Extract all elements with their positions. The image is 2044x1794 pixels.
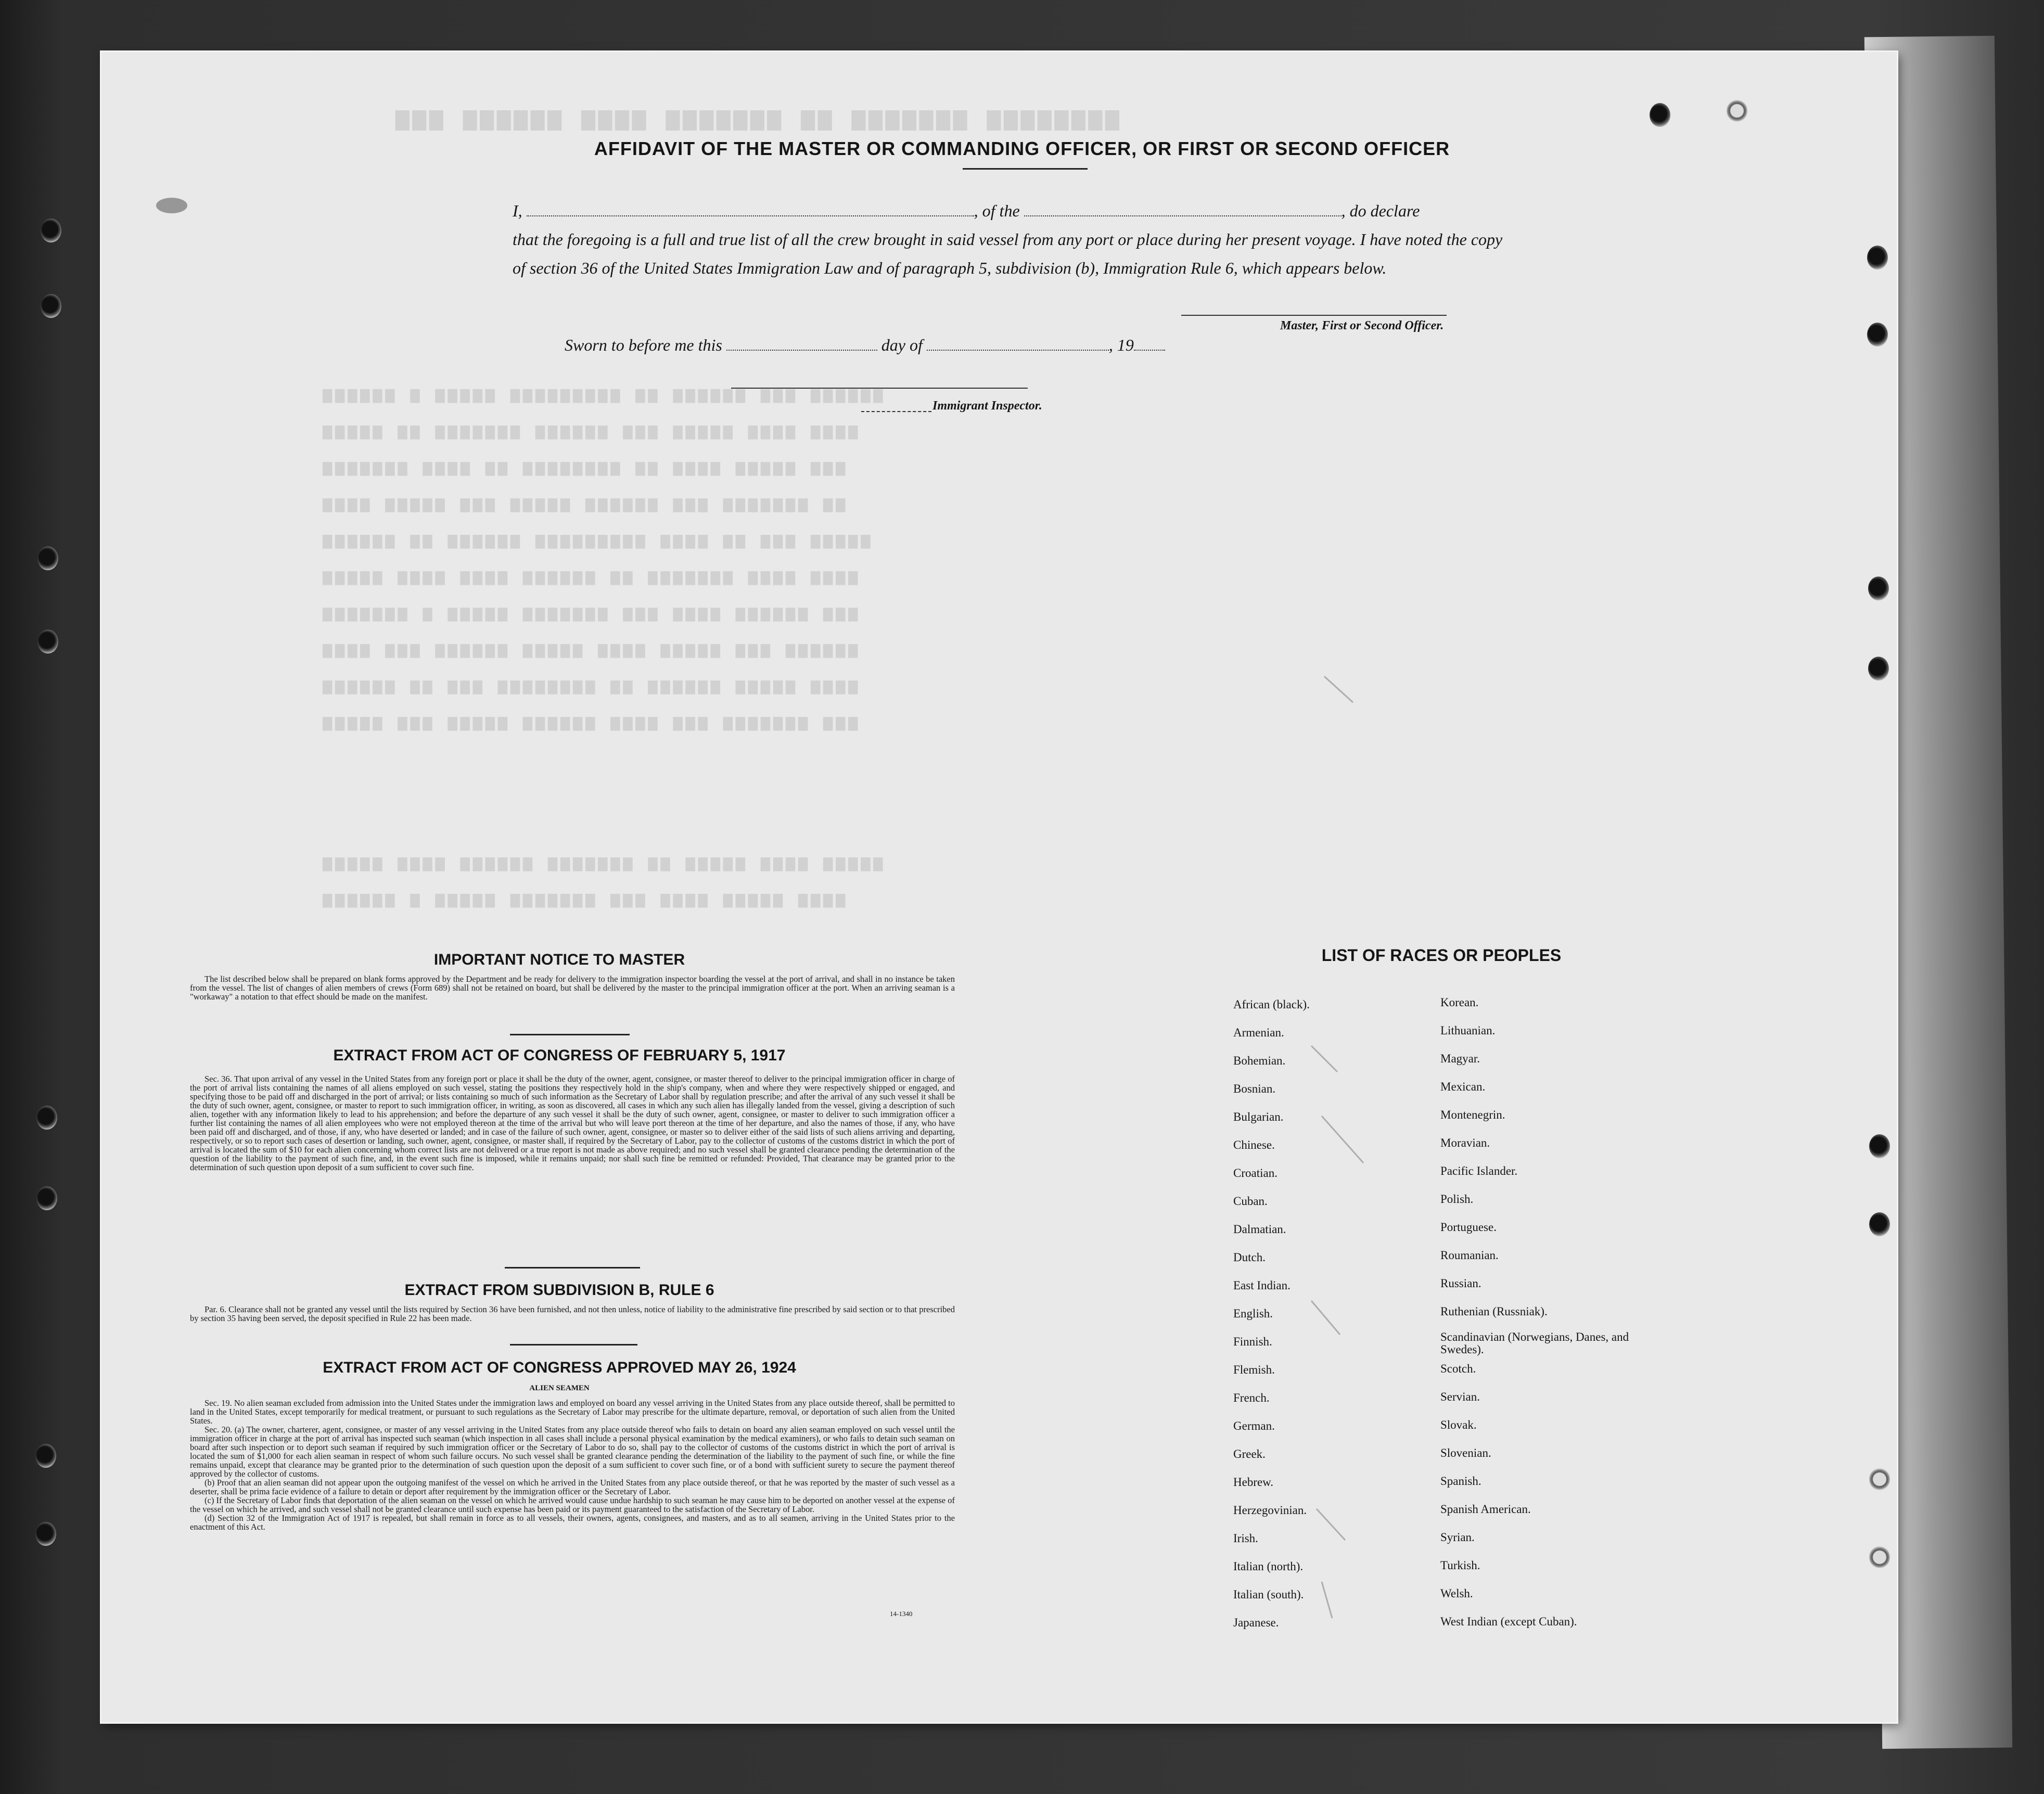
- extract1-title: EXTRACT FROM ACT OF CONGRESS OF FEBRUARY 5, 1917: [333, 1047, 786, 1064]
- form-number: 14-1340: [890, 1610, 913, 1618]
- sworn-year-field[interactable]: [1134, 338, 1165, 351]
- race-item: Moravian.: [1440, 1136, 1490, 1149]
- section-divider: [510, 1034, 630, 1035]
- extract2-paragraph: Par. 6. Clearance shall not be granted any vessel until the lists required by Section 36 have been furnished, and not then unless, notice of liability to the administrative fine prescribed by said section or to that prescribed by section 35 having been served, the deposit specified in Rule 22 has been made.: [190, 1304, 955, 1323]
- sworn-label: Sworn to before me this: [565, 336, 722, 354]
- binder-hole-icon: [37, 546, 58, 570]
- inspector-label: Immigrant Inspector.: [932, 399, 1042, 413]
- race-item: Chinese.: [1233, 1138, 1275, 1151]
- races-title: LIST OF RACES OR PEOPLES: [1321, 946, 1562, 965]
- binder-hole-icon: [1868, 576, 1889, 600]
- extract1-body: [190, 1074, 955, 1172]
- binder-hole-icon: [1727, 99, 1747, 123]
- race-item: Ruthenian (Russniak).: [1440, 1305, 1548, 1318]
- race-item: Pacific Islander.: [1440, 1164, 1518, 1177]
- extract3-paragraph: (b) Proof that an alien seaman did not appear upon the outgoing manifest of the vessel on which he arrived in the United States from any place outside thereof, or that he was reported by the master of such vessel as a deserter, shall be prima facie evidence of a failure to detain or deport after requirement by the immigration officer or the Secretary of Labor.: [190, 1478, 955, 1496]
- race-item: Portuguese.: [1440, 1221, 1497, 1234]
- race-item: Spanish American.: [1440, 1503, 1531, 1516]
- race-item: West Indian (except Cuban).: [1440, 1615, 1577, 1628]
- race-item: Syrian.: [1440, 1531, 1475, 1544]
- race-item: Roumanian.: [1440, 1249, 1499, 1262]
- extract3-paragraph: (c) If the Secretary of Labor finds that deportation of the alien seaman on the vessel on which he arrived would cause undue hardship to such seaman he may cause him to be deported on another vessel at the expense of the vessel on which he arrived, and such vessel shall not be granted clearance until such expense has been paid or its payment guaranteed to the satisfaction of the Secretary of Labor.: [190, 1495, 955, 1514]
- race-item: Dutch.: [1233, 1251, 1266, 1264]
- year-label: , 19: [1108, 336, 1134, 354]
- officer-name-field[interactable]: [527, 204, 974, 216]
- inspector-signature-field[interactable]: [731, 388, 1028, 389]
- section-divider: [505, 1267, 640, 1268]
- bleed-through-ghost: ▆▆▆▆▆▆ ▆▆ ▆▆▆ ▆▆▆▆▆▆▆▆ ▆▆ ▆▆▆▆▆▆ ▆▆▆▆▆ ▆▆▆▆: [323, 678, 861, 696]
- paper-stain: [156, 198, 187, 213]
- race-item: French.: [1233, 1391, 1270, 1404]
- extract3-paragraph: (d) Section 32 of the Immigration Act of 1917 is repealed, but shall remain in force as to all vessels, their owners, agents, consignees, and masters, and as to all seamen, arriving in the United States prior to the enactment of this Act.: [190, 1513, 955, 1532]
- race-item: Russian.: [1440, 1277, 1481, 1290]
- binder-hole-icon: [37, 630, 58, 653]
- race-item: Lithuanian.: [1440, 1024, 1496, 1037]
- vessel-name-field[interactable]: [1024, 204, 1342, 216]
- race-item: Greek.: [1233, 1447, 1266, 1460]
- extract3-paragraph: Sec. 20. (a) The owner, charterer, agent, consignee, or master of any vessel arriving in the United States from any place outside thereof who fails to detain on board any alien seaman employed on such vessel until the immigration officer in charge at the port of arrival has inspected such seaman (which inspection in all cases shall include a personal physical examination by the medical examiners), or who fails to detain such seaman on board after such inspection or to deport such seaman if required by such immigration officer or the Secretary of Labor to do so, shall pay to the collector of customs of the customs district in which the port of arrival is located the sum of $1,000 for each alien seaman in respect of whom such failure occurs. No such vessel shall be granted clearance pending the determination of the liability to the payment of such fine, or while the fine remains unpaid, except that clearance may be granted prior to the determination of such question upon the deposit of a sum sufficient to cover such fine, or of a bond with sufficient surety to secure the payment thereof approved by the collector of customs.: [190, 1425, 955, 1479]
- bleed-through-ghost: ▆▆▆▆▆▆ ▆ ▆▆▆▆▆ ▆▆▆▆▆▆▆▆▆ ▆▆ ▆▆▆▆▆▆ ▆▆▆ ▆▆▆▆▆▆: [323, 387, 886, 404]
- bleed-through-ghost: ▆▆▆▆▆ ▆▆▆▆ ▆▆▆▆▆▆ ▆▆▆▆▆▆▆ ▆▆ ▆▆▆▆▆ ▆▆▆▆ ▆▆▆▆▆: [323, 855, 886, 873]
- binder-hole-icon: [1869, 1212, 1890, 1236]
- bleed-through-ghost: ▆▆▆▆ ▆▆▆ ▆▆▆▆▆▆ ▆▆▆▆▆ ▆▆▆▆ ▆▆▆▆▆ ▆▆▆ ▆▆▆▆▆▆: [323, 642, 861, 659]
- race-item: African (black).: [1233, 998, 1310, 1011]
- extract2-title: EXTRACT FROM SUBDIVISION B, RULE 6: [404, 1282, 714, 1299]
- extract3-body: [190, 1399, 955, 1531]
- bleed-through-ghost: ▆▆▆▆▆ ▆▆▆ ▆▆▆▆▆ ▆▆▆▆▆▆ ▆▆▆▆ ▆▆▆ ▆▆▆▆▆▆▆ ▆▆▆: [323, 714, 861, 732]
- binder-hole-icon: [36, 1106, 57, 1130]
- race-item: Scandinavian (Norwegians, Danes, and Swedes).: [1440, 1330, 1629, 1356]
- affidavit-declare-label: , do declare: [1341, 201, 1420, 220]
- race-item: Spanish.: [1440, 1475, 1481, 1488]
- race-item: Turkish.: [1440, 1559, 1480, 1572]
- sworn-day-field[interactable]: [726, 338, 877, 351]
- affidavit-body: that the foregoing is a full and true list of all the crew brought in said vessel from any port or place during her present voyage. I have noted the copy of section 36 of the United States Immigration Law and of paragraph 5, subdivision (b), Immigration Rule 6, which appears below.: [513, 230, 1503, 277]
- bleed-through-ghost: ▆▆▆▆▆ ▆▆▆▆ ▆▆▆▆ ▆▆▆▆▆▆ ▆▆ ▆▆▆▆▆▆▆ ▆▆▆▆ ▆▆▆▆: [323, 569, 861, 586]
- race-item: Armenian.: [1233, 1026, 1284, 1039]
- race-item: Welsh.: [1440, 1587, 1473, 1600]
- affidavit-title: AFFIDAVIT OF THE MASTER OR COMMANDING OFFICER, OR FIRST OR SECOND OFFICER: [594, 138, 1450, 159]
- race-item: Flemish.: [1233, 1363, 1275, 1376]
- binder-hole-icon: [1869, 1545, 1890, 1569]
- day-of-label: day of: [881, 336, 923, 354]
- extract1-paragraph: Sec. 36. That upon arrival of any vessel in the United States from any foreign port or place it shall be the duty of the owner, agent, consignee, or master thereof to deliver to the principal immigration officer in charge of the port of arrival lists containing the names of all aliens employed on such vessel, stating the positions they respectively hold in the ship's company, when and where they were respectively shipped or engaged, and specifying those to be paid off and discharged in the port of arrival; or lists containing so much of such information as the Secretary of Labor shall by regulation prescribe; and after the arrival of any such vessel it shall be the duty of such owner, agent, consignee, or master to report to such immigration officer, in writing, as soon as discovered, all cases in which any such alien has illegally landed from the vessel, giving a description of such alien, together with any information likely to lead to his apprehension; and before the departure of any such vessel it shall be the duty of such owner, agent, consignee, or master to deliver to such immigration officer a further list containing the names of all alien employees who were not employed thereon at the time of the arrival but who will leave port thereon at the time of her departure, and also the names of those, if any, who have been paid off and discharged, and of those, if any, who have deserted or landed; and in case of the failure of such owner, agent, consignee, or master so to deliver either of the said lists of such aliens arriving and departing, respectively, or so to report such cases of desertion or landing, such owner, agent, consignee, or master shall, if required by the Secretary of Labor, pay to the collector of customs of the customs district in which the port of arrival is located the sum of $10 for each alien concerning whom correct lists are not delivered or a true report is not made as above required; and no such vessel shall be granted clearance pending the determination of the question of the liability to the payment of such fine, and, in the event such fine is imposed, while it remains unpaid; nor shall such fine be remitted or refunded: Provided, That clearance may be granted prior to the determination of such question upon deposit of a sum sufficient to cover such fine.: [190, 1074, 955, 1172]
- race-item: Italian (north).: [1233, 1560, 1304, 1573]
- binder-hole-icon: [1867, 323, 1888, 347]
- notice-title: IMPORTANT NOTICE TO MASTER: [433, 951, 685, 968]
- race-item: Irish.: [1233, 1532, 1258, 1545]
- binder-hole-icon: [36, 1186, 57, 1210]
- race-item: Cuban.: [1233, 1195, 1268, 1208]
- race-item: Italian (south).: [1233, 1588, 1304, 1601]
- race-item: Dalmatian.: [1233, 1223, 1286, 1236]
- race-item: Montenegrin.: [1440, 1108, 1505, 1121]
- bleed-through-ghost: ▆▆▆▆ ▆▆▆▆▆ ▆▆▆ ▆▆▆▆▆ ▆▆▆▆▆▆ ▆▆▆ ▆▆▆▆▆▆▆ ▆▆: [323, 496, 849, 514]
- binder-hole-icon: [41, 219, 61, 242]
- affidavit-of-the-label: , of the: [974, 201, 1020, 220]
- bleed-through-ghost: ▆▆▆▆▆▆▆ ▆ ▆▆▆▆▆ ▆▆▆▆▆▆▆ ▆▆▆ ▆▆▆▆ ▆▆▆▆▆▆ ▆▆▆: [323, 605, 861, 623]
- master-signature-label: Master, First or Second Officer.: [1280, 319, 1444, 332]
- binder-hole-icon: [1868, 657, 1889, 681]
- extract3-subtitle: ALIEN SEAMEN: [529, 1384, 590, 1392]
- race-item: Slovenian.: [1440, 1446, 1491, 1459]
- bleed-through-ghost: ▆▆▆ ▆▆▆▆▆▆ ▆▆▆▆ ▆▆▆▆▆▆▆ ▆▆ ▆▆▆▆▆▆▆ ▆▆▆▆▆▆▆▆: [395, 106, 1122, 132]
- race-item: Servian.: [1440, 1390, 1480, 1403]
- race-item: Slovak.: [1440, 1418, 1477, 1431]
- race-item: East Indian.: [1233, 1279, 1291, 1292]
- binder-hole-icon: [1869, 1467, 1890, 1491]
- sworn-month-field[interactable]: [927, 338, 1109, 351]
- title-underline: [963, 168, 1088, 170]
- race-item: Korean.: [1440, 996, 1479, 1009]
- race-item: Mexican.: [1440, 1080, 1486, 1093]
- race-item: Scotch.: [1440, 1362, 1476, 1375]
- bleed-through-ghost: ▆▆▆▆▆▆ ▆ ▆▆▆▆▆ ▆▆▆▆▆▆▆ ▆▆▆ ▆▆▆▆ ▆▆▆▆▆ ▆▆▆▆: [323, 891, 849, 909]
- affidavit-declaration-line: [513, 197, 1517, 225]
- race-item: Croatian.: [1233, 1167, 1278, 1180]
- affidavit-i-label: I,: [513, 201, 522, 220]
- bleed-through-ghost: ▆▆▆▆▆▆ ▆▆ ▆▆▆▆▆▆ ▆▆▆▆▆▆▆▆▆ ▆▆▆▆ ▆▆ ▆▆▆ ▆▆▆▆▆: [323, 532, 874, 550]
- inspector-dash-line: [861, 411, 931, 412]
- race-item: Bulgarian.: [1233, 1110, 1284, 1123]
- sworn-line: [565, 336, 1165, 355]
- bleed-through-ghost: ▆▆▆▆▆ ▆▆ ▆▆▆▆▆▆▆ ▆▆▆▆▆▆ ▆▆▆ ▆▆▆▆▆ ▆▆▆▆ ▆▆▆▆: [323, 423, 861, 441]
- extract3-paragraph: Sec. 19. No alien seaman excluded from admission into the United States under the immigration laws and employed on board any vessel arriving in the United States from any place outside thereof, shall be permitted to land in the United States, except temporarily for medical treatment, or pursuant to such regulations as the Secretary of Labor may prescribe for the ultimate departure, removal, or deportation of such alien from the United States.: [190, 1398, 955, 1426]
- affidavit-text: [513, 197, 1517, 283]
- race-item: Hebrew.: [1233, 1476, 1274, 1489]
- binder-hole-icon: [1650, 103, 1670, 127]
- race-item: English.: [1233, 1307, 1273, 1320]
- race-item: Bohemian.: [1233, 1054, 1286, 1067]
- master-signature-field[interactable]: [1181, 315, 1447, 316]
- race-item: Magyar.: [1440, 1052, 1480, 1065]
- bleed-through-ghost: ▆▆▆▆▆▆▆ ▆▆▆▆ ▆▆ ▆▆▆▆▆▆▆▆ ▆▆ ▆▆▆▆ ▆▆▆▆▆ ▆▆▆: [323, 459, 849, 477]
- race-item: Polish.: [1440, 1193, 1474, 1206]
- binder-hole-icon: [41, 294, 61, 318]
- extract3-title: EXTRACT FROM ACT OF CONGRESS APPROVED MAY 26, 1924: [323, 1359, 796, 1376]
- race-item: Herzegovinian.: [1233, 1504, 1307, 1517]
- binder-hole-icon: [35, 1444, 56, 1468]
- binder-hole-icon: [1867, 246, 1888, 270]
- section-divider: [510, 1344, 637, 1346]
- race-item: Finnish.: [1233, 1335, 1272, 1348]
- race-item: Japanese.: [1233, 1616, 1279, 1629]
- notice-body: [190, 975, 955, 1001]
- binder-hole-icon: [35, 1522, 56, 1546]
- extract2-body: [190, 1305, 955, 1323]
- race-item: German.: [1233, 1419, 1275, 1432]
- binder-hole-icon: [1869, 1134, 1890, 1158]
- race-item: Bosnian.: [1233, 1082, 1276, 1095]
- notice-paragraph: The list described below shall be prepared on blank forms approved by the Department and be ready for delivery to the immigration inspector boarding the vessel at the port of arrival, and shall in no instance be taken from the vessel. The list of changes of alien members of crews (Form 689) shall not be retained on board, but shall be delivered by the master to the principal immigration officer at the port. When an arriving seaman is a "workaway" a notation to that effect should be made on the manifest.: [190, 974, 955, 1002]
